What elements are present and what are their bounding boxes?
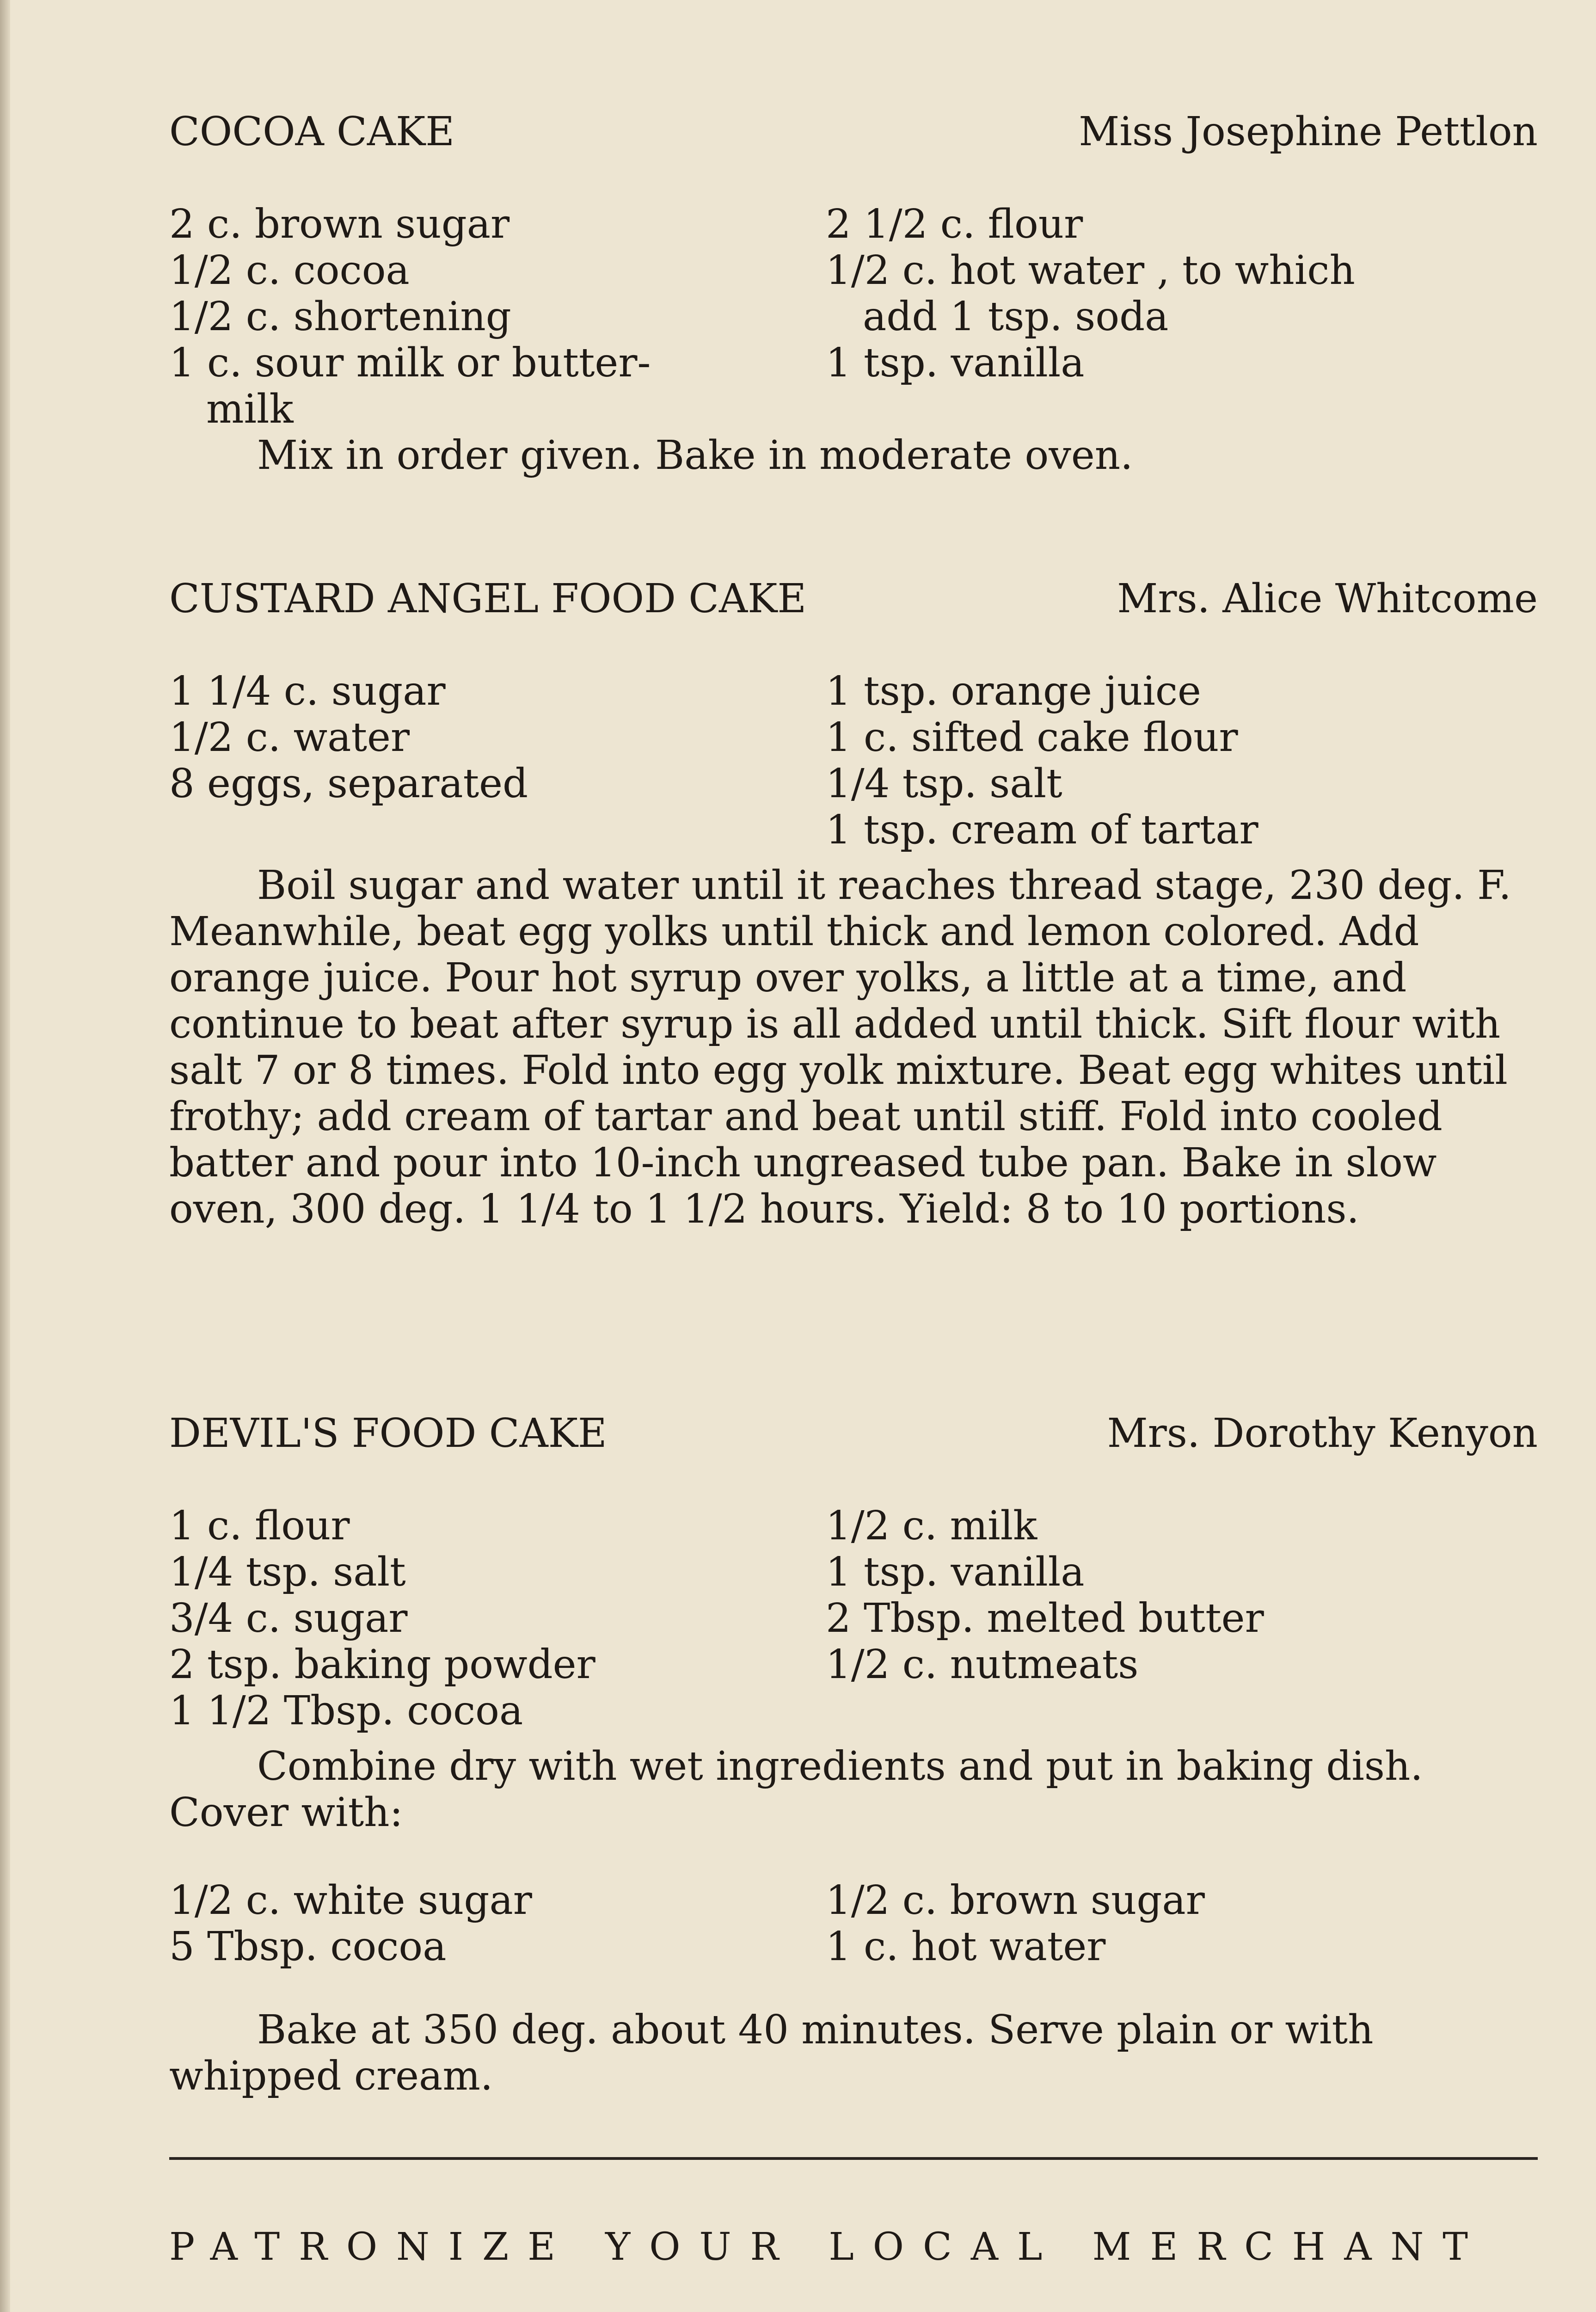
- ingredients-left-column: [169, 1503, 793, 1734]
- topping-left-column: [169, 1877, 793, 1970]
- ingredient: 1/2 c. shortening: [169, 294, 511, 340]
- ingredient: 1 1/2 Tbsp. cocoa: [169, 1688, 523, 1734]
- ingredient: 2 Tbsp. melted butter: [826, 1595, 1264, 1642]
- ingredient: 1 c. hot water: [826, 1924, 1106, 1970]
- ingredient: 1/2 c. nutmeats: [826, 1642, 1139, 1688]
- ingredient: 1/4 tsp. salt: [169, 1549, 406, 1595]
- ingredient: 1/2 c. hot water , to which: [826, 247, 1355, 294]
- recipe-final-directions: Bake at 350 deg. about 40 minutes. Serve plain or with whipped cream.: [169, 2007, 1374, 2099]
- ingredient: 1 c. sifted cake flour: [826, 714, 1238, 761]
- ingredient: 1 c. sour milk or butter-: [169, 340, 651, 386]
- topping-right-column: [826, 1877, 1538, 1970]
- ingredient: 1/2 c. white sugar: [169, 1877, 532, 1924]
- recipe-directions: Boil sugar and water until it reaches thread stage, 230 deg. F. Meanwhile, beat egg yolks until thick and lemon colored. Add orange juice. Pour hot syrup over yolks, a little at a time, and continue to beat after syrup is all added until thick. Sift flour with salt 7 or 8 times. Fold into egg yolk mixture. Beat egg whites until frothy; add cream of tartar and beat until stiff. Fold into cooled batter and pour into 10-inch ungreased tube pan. Bake in slow oven, 300 deg. 1 1/4 to 1 1/2 hours. Yield: 8 to 10 portions.: [169, 862, 1511, 1232]
- page-binding-edge: [0, 0, 10, 2312]
- recipe-author: Mrs. Alice Whitcome: [1117, 576, 1538, 622]
- ingredient: 2 c. brown sugar: [169, 201, 510, 247]
- ingredient: 5 Tbsp. cocoa: [169, 1924, 447, 1970]
- ingredient: 1 tsp. cream of tartar: [826, 807, 1258, 853]
- recipe-title: DEVIL'S FOOD CAKE: [169, 1410, 607, 1457]
- ingredient: 1/2 c. milk: [826, 1503, 1037, 1549]
- ingredient: 2 tsp. baking powder: [169, 1642, 595, 1688]
- ingredient-continuation: add 1 tsp. soda: [863, 294, 1169, 340]
- ingredient-continuation: milk: [206, 386, 294, 432]
- topping-list: [169, 1877, 1538, 1970]
- recipe-title: COCOA CAKE: [169, 109, 454, 155]
- recipe-author: Mrs. Dorothy Kenyon: [1107, 1410, 1538, 1457]
- recipe-header: [169, 1410, 1538, 1461]
- ingredient: 1 c. flour: [169, 1503, 350, 1549]
- ingredients-left-column: [169, 201, 793, 432]
- ingredients-left-column: [169, 668, 793, 807]
- recipe-directions: Combine dry with wet ingredients and put in baking dish. Cover with:: [169, 1743, 1423, 1836]
- ingredient-list: [169, 1503, 1538, 1743]
- ingredient: 1/4 tsp. salt: [826, 761, 1062, 807]
- recipe-devils-food-cake: [169, 1410, 1538, 2099]
- ingredients-right-column: [826, 201, 1538, 386]
- ingredient: 1/2 c. brown sugar: [826, 1877, 1205, 1924]
- ingredient: 1 tsp. vanilla: [826, 1549, 1085, 1595]
- recipe-cocoa-cake: [169, 109, 1538, 479]
- ingredient: 1/2 c. cocoa: [169, 247, 410, 294]
- ingredient: 1 1/4 c. sugar: [169, 668, 446, 714]
- divider-line: [169, 2157, 1538, 2160]
- ingredient-list: [169, 201, 1538, 432]
- recipe-header: [169, 576, 1538, 627]
- ingredient: 1 tsp. orange juice: [826, 668, 1201, 714]
- recipe-directions: Mix in order given. Bake in moderate oven.: [257, 432, 1133, 479]
- recipe-custard-angel-food-cake: [169, 576, 1538, 1232]
- ingredients-right-column: [826, 1503, 1538, 1688]
- ingredients-right-column: [826, 668, 1538, 853]
- ingredient-list: [169, 668, 1538, 862]
- recipe-header: [169, 109, 1538, 160]
- recipe-title: CUSTARD ANGEL FOOD CAKE: [169, 576, 807, 622]
- ingredient: 2 1/2 c. flour: [826, 201, 1083, 247]
- recipe-author: Miss Josephine Pettlon: [1079, 109, 1538, 155]
- slogan: PATRONIZE YOUR LOCAL MERCHANT: [169, 2225, 1487, 2269]
- ingredient: 1 tsp. vanilla: [826, 340, 1085, 386]
- ingredient: 1/2 c. water: [169, 714, 410, 761]
- ingredient: 3/4 c. sugar: [169, 1595, 408, 1642]
- ingredient: 8 eggs, separated: [169, 761, 528, 807]
